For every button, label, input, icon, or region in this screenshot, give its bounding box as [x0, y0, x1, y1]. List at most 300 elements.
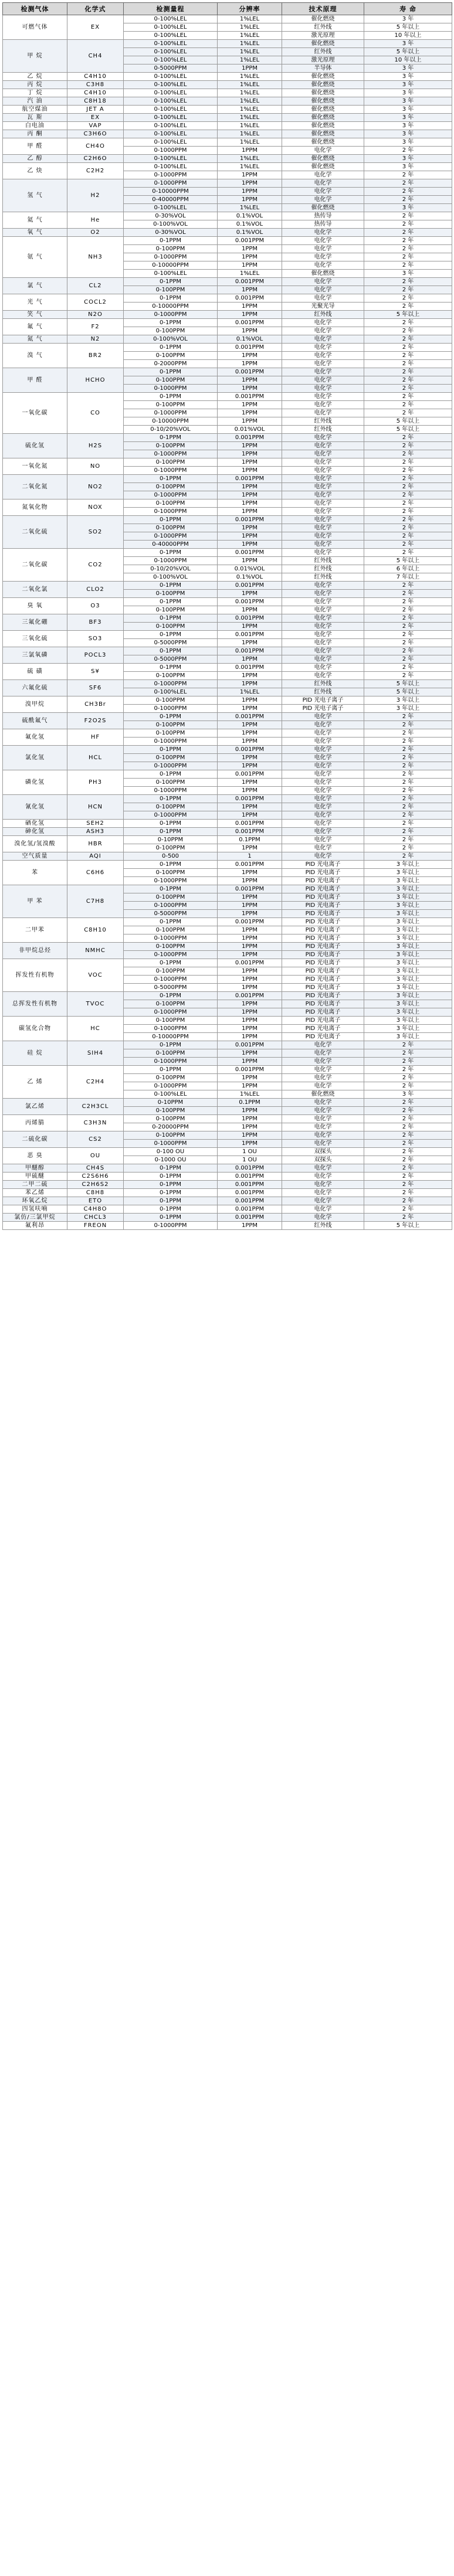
table-header — [3, 3, 452, 15]
cell-chemical-formula: CL2 — [67, 278, 124, 294]
cell-life: 2 年 — [364, 1074, 452, 1082]
cell-detection-range: 0-1PPM — [124, 1066, 218, 1074]
cell-detection-range: 0-100PPM — [124, 967, 218, 976]
cell-resolution: 1 OU — [218, 1148, 282, 1156]
cell-technology: 电化学 — [282, 393, 364, 401]
cell-chemical-formula: C8H8 — [67, 1189, 124, 1197]
cell-resolution: 0.001PPM — [218, 614, 282, 623]
cell-life: 3 年 — [364, 122, 452, 130]
cell-chemical-formula: POCL3 — [67, 647, 124, 664]
cell-life: 2 年 — [364, 499, 452, 508]
cell-chemical-formula: NOX — [67, 499, 124, 516]
cell-life: 2 年 — [364, 762, 452, 770]
cell-life: 2 年 — [364, 1099, 452, 1107]
table-row — [3, 1189, 452, 1197]
cell-detection-range: 0-10000PPM — [124, 303, 218, 311]
cell-resolution: 0.001PPM — [218, 237, 282, 245]
cell-life: 2 年 — [364, 196, 452, 204]
cell-resolution: 1PPM — [218, 499, 282, 508]
cell-resolution: 0.001PPM — [218, 631, 282, 639]
cell-technology: 电化学 — [282, 1181, 364, 1189]
cell-gas-name: 砷化氢 — [3, 828, 67, 836]
cell-chemical-formula: S¥ — [67, 664, 124, 680]
cell-technology: 电化学 — [282, 179, 364, 188]
cell-life: 2 年 — [364, 541, 452, 549]
cell-chemical-formula: N2 — [67, 335, 124, 344]
table-row — [3, 40, 452, 48]
cell-gas-name: 丁 烷 — [3, 89, 67, 97]
cell-detection-range: 0-100%LEL — [124, 270, 218, 278]
cell-life: 2 年 — [364, 450, 452, 458]
cell-detection-range: 0-5000PPM — [124, 984, 218, 992]
table-row — [3, 943, 452, 951]
cell-resolution: 0.001PPM — [218, 992, 282, 1000]
cell-detection-range: 0-1PPM — [124, 631, 218, 639]
cell-gas-name: 苯乙烯 — [3, 1189, 67, 1197]
table-header-row — [3, 3, 452, 15]
table-row — [3, 114, 452, 122]
cell-resolution: 1PPM — [218, 934, 282, 943]
cell-technology: 催化燃烧 — [282, 114, 364, 122]
cell-resolution: 1%LEL — [218, 130, 282, 138]
cell-chemical-formula: CH4S — [67, 1164, 124, 1173]
cell-life: 3 年以上 — [364, 943, 452, 951]
cell-life: 2 年 — [364, 1197, 452, 1205]
cell-chemical-formula: C2H4 — [67, 1066, 124, 1099]
cell-detection-range: 0-1PPM — [124, 770, 218, 779]
table-row — [3, 631, 452, 639]
cell-gas-name: 氯乙烯 — [3, 1099, 67, 1115]
cell-resolution: 1PPM — [218, 655, 282, 664]
cell-gas-name: 航空煤油 — [3, 106, 67, 114]
cell-detection-range: 0-100%LEL — [124, 204, 218, 212]
cell-technology: 电化学 — [282, 614, 364, 623]
cell-resolution: 1PPM — [218, 385, 282, 393]
cell-gas-name: 光 气 — [3, 294, 67, 311]
cell-technology: PID 光电离子 — [282, 943, 364, 951]
cell-chemical-formula: PH3 — [67, 770, 124, 795]
cell-resolution: 0.001PPM — [218, 1173, 282, 1181]
cell-gas-name: 甲 苯 — [3, 885, 67, 918]
cell-life: 3 年 — [364, 130, 452, 138]
cell-chemical-formula: C4H8O — [67, 1205, 124, 1214]
table-row — [3, 614, 452, 623]
cell-technology: PID 光电离子 — [282, 893, 364, 902]
cell-life: 2 年 — [364, 1181, 452, 1189]
cell-technology: 半导体 — [282, 64, 364, 73]
cell-technology: 催化燃烧 — [282, 138, 364, 147]
cell-detection-range: 0-1PPM — [124, 237, 218, 245]
cell-technology: 催化燃烧 — [282, 130, 364, 138]
cell-technology: 电化学 — [282, 820, 364, 828]
cell-resolution: 1PPM — [218, 787, 282, 795]
cell-gas-name: 乙 烯 — [3, 1066, 67, 1099]
cell-life: 2 年 — [364, 631, 452, 639]
cell-life: 2 年 — [364, 212, 452, 220]
cell-life: 2 年 — [364, 245, 452, 253]
cell-resolution: 1PPM — [218, 1115, 282, 1123]
cell-technology: 电化学 — [282, 1099, 364, 1107]
cell-chemical-formula: SO3 — [67, 631, 124, 647]
cell-resolution: 1%LEL — [218, 114, 282, 122]
cell-resolution: 1PPM — [218, 352, 282, 360]
cell-resolution: 1PPM — [218, 1008, 282, 1017]
cell-chemical-formula: C2H6S2 — [67, 1181, 124, 1189]
cell-chemical-formula: O2 — [67, 229, 124, 237]
cell-technology: 电化学 — [282, 828, 364, 836]
cell-resolution: 1%LEL — [218, 23, 282, 32]
cell-technology: 电化学 — [282, 360, 364, 368]
cell-resolution: 0.001PPM — [218, 319, 282, 327]
cell-life: 2 年 — [364, 647, 452, 655]
cell-technology: PID 光电离子 — [282, 1008, 364, 1017]
table-row — [3, 770, 452, 779]
cell-technology: 电化学 — [282, 713, 364, 721]
cell-detection-range: 0-100%LEL — [124, 106, 218, 114]
cell-resolution: 1PPM — [218, 943, 282, 951]
table-row — [3, 1222, 452, 1230]
column-header-formula: 化学式 — [67, 3, 124, 15]
cell-detection-range: 0-2000PPM — [124, 360, 218, 368]
cell-life: 2 年 — [364, 1115, 452, 1123]
cell-life: 2 年 — [364, 729, 452, 738]
cell-resolution: 1PPM — [218, 245, 282, 253]
cell-resolution: 1PPM — [218, 557, 282, 565]
cell-chemical-formula: NH3 — [67, 237, 124, 278]
cell-detection-range: 0-100PPM — [124, 729, 218, 738]
cell-technology: 电化学 — [282, 1197, 364, 1205]
cell-detection-range: 0-100PPM — [124, 803, 218, 811]
cell-technology: 电化学 — [282, 188, 364, 196]
cell-technology: 电化学 — [282, 475, 364, 483]
cell-technology: 催化燃烧 — [282, 89, 364, 97]
cell-technology: 电化学 — [282, 524, 364, 532]
cell-life: 2 年 — [364, 286, 452, 294]
cell-resolution: 1%LEL — [218, 32, 282, 40]
cell-life: 2 年 — [364, 229, 452, 237]
cell-life: 2 年 — [364, 713, 452, 721]
cell-chemical-formula: CHCL3 — [67, 1214, 124, 1222]
cell-life: 2 年 — [364, 188, 452, 196]
cell-life: 3 年以上 — [364, 926, 452, 934]
table-row — [3, 1173, 452, 1181]
cell-life: 2 年 — [364, 253, 452, 261]
cell-resolution: 0.001PPM — [218, 828, 282, 836]
cell-technology: 电化学 — [282, 754, 364, 762]
cell-resolution: 1PPM — [218, 705, 282, 713]
cell-detection-range: 0-100%LEL — [124, 97, 218, 106]
cell-life: 2 年 — [364, 590, 452, 598]
cell-detection-range: 0-1PPM — [124, 344, 218, 352]
cell-chemical-formula: CH4O — [67, 138, 124, 155]
cell-technology: 电化学 — [282, 1131, 364, 1140]
cell-life: 2 年 — [364, 820, 452, 828]
cell-life: 2 年 — [364, 294, 452, 303]
cell-resolution: 1PPM — [218, 409, 282, 417]
cell-life: 3 年 — [364, 73, 452, 81]
cell-life: 3 年以上 — [364, 705, 452, 713]
cell-resolution: 1PPM — [218, 508, 282, 516]
cell-life: 3 年以上 — [364, 910, 452, 918]
cell-detection-range: 0-100PPM — [124, 844, 218, 852]
cell-detection-range: 0-100PPM — [124, 779, 218, 787]
cell-chemical-formula: C3H6O — [67, 130, 124, 138]
cell-life: 3 年以上 — [364, 959, 452, 967]
cell-gas-name: 可燃气体 — [3, 15, 67, 40]
cell-resolution: 1PPM — [218, 893, 282, 902]
cell-gas-name: 氰化氢 — [3, 795, 67, 820]
cell-resolution: 1PPM — [218, 1131, 282, 1140]
cell-resolution: 0.001PPM — [218, 1214, 282, 1222]
cell-detection-range: 0-1000PPM — [124, 385, 218, 393]
cell-detection-range: 0-1PPM — [124, 582, 218, 590]
table-row — [3, 516, 452, 524]
cell-detection-range: 0-1000PPM — [124, 902, 218, 910]
cell-life: 3 年 — [364, 155, 452, 163]
cell-detection-range: 0-100%LEL — [124, 32, 218, 40]
cell-life: 2 年 — [364, 811, 452, 820]
cell-technology: 电化学 — [282, 721, 364, 729]
cell-resolution: 0.001PPM — [218, 1041, 282, 1049]
cell-gas-name: 三氟化硼 — [3, 614, 67, 631]
cell-chemical-formula: C4H10 — [67, 89, 124, 97]
cell-detection-range: 0-1PPM — [124, 475, 218, 483]
cell-resolution: 0.001PPM — [218, 344, 282, 352]
cell-technology: 电化学 — [282, 508, 364, 516]
cell-life: 2 年 — [364, 639, 452, 647]
cell-technology: 电化学 — [282, 770, 364, 779]
cell-life: 2 年 — [364, 1148, 452, 1156]
cell-technology: 双探头 — [282, 1156, 364, 1164]
cell-technology: 催化燃烧 — [282, 81, 364, 89]
cell-technology: PID 光电离子 — [282, 976, 364, 984]
cell-detection-range: 0-1PPM — [124, 368, 218, 376]
cell-resolution: 1PPM — [218, 1140, 282, 1148]
cell-life: 3 年 — [364, 89, 452, 97]
table-row — [3, 664, 452, 672]
cell-gas-name: 氯仿/三氯甲烷 — [3, 1214, 67, 1222]
cell-gas-name: 汽 油 — [3, 97, 67, 106]
cell-detection-range: 0-10/20%VOL — [124, 565, 218, 573]
table-row — [3, 368, 452, 376]
cell-technology: 红外线 — [282, 573, 364, 582]
cell-detection-range: 0-100%LEL — [124, 48, 218, 56]
table-row — [3, 106, 452, 114]
cell-life: 2 年 — [364, 458, 452, 467]
cell-technology: 电化学 — [282, 795, 364, 803]
cell-technology: 电化学 — [282, 278, 364, 286]
table-row — [3, 122, 452, 130]
cell-detection-range: 0-10PPM — [124, 836, 218, 844]
cell-resolution: 1PPM — [218, 1107, 282, 1115]
cell-gas-name: 苯 — [3, 861, 67, 885]
cell-detection-range: 0-1PPM — [124, 1181, 218, 1189]
cell-technology: 电化学 — [282, 1189, 364, 1197]
table-row — [3, 746, 452, 754]
cell-technology: 电化学 — [282, 672, 364, 680]
cell-gas-name: 氦 气 — [3, 212, 67, 229]
cell-technology: PID 光电离子 — [282, 877, 364, 885]
cell-resolution: 0.001PPM — [218, 516, 282, 524]
cell-technology: 电化学 — [282, 844, 364, 852]
cell-resolution: 1PPM — [218, 762, 282, 770]
cell-detection-range: 0-1PPM — [124, 1041, 218, 1049]
cell-technology: 电化学 — [282, 483, 364, 491]
cell-resolution: 0.001PPM — [218, 959, 282, 967]
cell-life: 2 年 — [364, 475, 452, 483]
cell-life: 3 年以上 — [364, 967, 452, 976]
cell-life: 3 年以上 — [364, 869, 452, 877]
cell-chemical-formula: SO2 — [67, 516, 124, 549]
cell-detection-range: 0-100PPM — [124, 483, 218, 491]
table-row — [3, 73, 452, 81]
cell-chemical-formula: F2 — [67, 319, 124, 335]
cell-gas-name: 氢 气 — [3, 179, 67, 212]
cell-resolution: 0.001PPM — [218, 1197, 282, 1205]
cell-chemical-formula: AQI — [67, 852, 124, 861]
cell-technology: 催化燃烧 — [282, 40, 364, 48]
table-row — [3, 319, 452, 327]
cell-resolution: 1PPM — [218, 984, 282, 992]
cell-technology: 电化学 — [282, 639, 364, 647]
cell-detection-range: 0-10000PPM — [124, 261, 218, 270]
cell-chemical-formula: C2H2 — [67, 163, 124, 179]
cell-technology: 催化燃烧 — [282, 270, 364, 278]
cell-life: 3 年 — [364, 40, 452, 48]
cell-resolution: 1%LEL — [218, 270, 282, 278]
cell-technology: PID 光电离子 — [282, 861, 364, 869]
cell-gas-name: 氯化氢 — [3, 746, 67, 770]
cell-chemical-formula: C3H8 — [67, 81, 124, 89]
cell-gas-name: 二氧化硫 — [3, 516, 67, 549]
cell-detection-range: 0-1000 OU — [124, 1156, 218, 1164]
cell-life: 3 年以上 — [364, 984, 452, 992]
cell-gas-name: 乙 醇 — [3, 155, 67, 163]
cell-detection-range: 0-100 OU — [124, 1148, 218, 1156]
cell-technology: 电化学 — [282, 319, 364, 327]
cell-gas-name: 氯 气 — [3, 278, 67, 294]
cell-gas-name: 二甲二硫 — [3, 1181, 67, 1189]
cell-life: 2 年 — [364, 1041, 452, 1049]
cell-life: 3 年以上 — [364, 696, 452, 705]
cell-resolution: 0.01%VOL — [218, 565, 282, 573]
cell-detection-range: 0-1000PPM — [124, 311, 218, 319]
cell-life: 2 年 — [364, 327, 452, 335]
cell-detection-range: 0-100PPM — [124, 926, 218, 934]
table-row — [3, 499, 452, 508]
cell-technology: 催化燃烧 — [282, 204, 364, 212]
cell-resolution: 0.001PPM — [218, 1066, 282, 1074]
cell-resolution: 1PPM — [218, 1000, 282, 1008]
cell-detection-range: 0-1PPM — [124, 614, 218, 623]
cell-resolution: 0.001PPM — [218, 434, 282, 442]
cell-chemical-formula: CH4 — [67, 40, 124, 73]
cell-technology: PID 光电离子 — [282, 984, 364, 992]
cell-life: 3 年 — [364, 81, 452, 89]
cell-technology: 电化学 — [282, 237, 364, 245]
cell-technology: 电化学 — [282, 762, 364, 770]
cell-life: 3 年以上 — [364, 1000, 452, 1008]
cell-detection-range: 0-100PPM — [124, 1049, 218, 1058]
cell-detection-range: 0-30%VOL — [124, 212, 218, 220]
cell-chemical-formula: CH3Br — [67, 696, 124, 713]
cell-technology: PID 光电离子 — [282, 885, 364, 893]
table-row — [3, 155, 452, 163]
cell-resolution: 1%LEL — [218, 688, 282, 696]
cell-gas-name: 二硫化碳 — [3, 1131, 67, 1148]
cell-technology: 电化学 — [282, 1082, 364, 1090]
cell-life: 3 年 — [364, 270, 452, 278]
cell-gas-name: 甲 醛 — [3, 138, 67, 155]
cell-detection-range: 0-100%LEL — [124, 40, 218, 48]
cell-detection-range: 0-100%LEL — [124, 1090, 218, 1099]
cell-gas-name: 溴甲烷 — [3, 696, 67, 713]
cell-resolution: 1PPM — [218, 286, 282, 294]
cell-resolution: 1PPM — [218, 721, 282, 729]
cell-life: 2 年 — [364, 746, 452, 754]
cell-detection-range: 0-1PPM — [124, 434, 218, 442]
cell-technology: 电化学 — [282, 458, 364, 467]
cell-detection-range: 0-1PPM — [124, 1173, 218, 1181]
cell-detection-range: 0-1000PPM — [124, 450, 218, 458]
cell-life: 6 年以上 — [364, 565, 452, 573]
cell-chemical-formula: CLO2 — [67, 582, 124, 598]
cell-chemical-formula: HCHO — [67, 368, 124, 393]
cell-chemical-formula: HBR — [67, 836, 124, 852]
cell-detection-range: 0-500 — [124, 852, 218, 861]
cell-resolution: 0.001PPM — [218, 918, 282, 926]
cell-life: 5 年以上 — [364, 688, 452, 696]
cell-detection-range: 0-100PPM — [124, 1017, 218, 1025]
cell-detection-range: 0-100PPM — [124, 869, 218, 877]
cell-chemical-formula: O3 — [67, 598, 124, 614]
cell-life: 10 年以上 — [364, 32, 452, 40]
cell-resolution: 1PPM — [218, 1049, 282, 1058]
cell-detection-range: 0-10PPM — [124, 1099, 218, 1107]
cell-chemical-formula: TVOC — [67, 992, 124, 1017]
table-row — [3, 138, 452, 147]
cell-resolution: 1%LEL — [218, 97, 282, 106]
cell-life: 2 年 — [364, 261, 452, 270]
cell-gas-name: 三氧化硫 — [3, 631, 67, 647]
table-row — [3, 1066, 452, 1074]
cell-detection-range: 0-100PPM — [124, 442, 218, 450]
cell-resolution: 1PPM — [218, 179, 282, 188]
table-row — [3, 729, 452, 738]
table-row — [3, 278, 452, 286]
cell-life: 3 年以上 — [364, 1025, 452, 1033]
cell-life: 3 年 — [364, 106, 452, 114]
cell-detection-range: 0-100%VOL — [124, 220, 218, 229]
cell-chemical-formula: SF6 — [67, 680, 124, 696]
cell-resolution: 1PPM — [218, 253, 282, 261]
cell-technology: 电化学 — [282, 1123, 364, 1131]
cell-chemical-formula: EX — [67, 15, 124, 40]
cell-chemical-formula: VOC — [67, 959, 124, 992]
cell-technology: PID 光电离子 — [282, 992, 364, 1000]
cell-resolution: 1%LEL — [218, 1090, 282, 1099]
cell-resolution: 1PPM — [218, 680, 282, 688]
cell-technology: 红外线 — [282, 23, 364, 32]
cell-gas-name: 乙 炔 — [3, 163, 67, 179]
cell-chemical-formula: JET A — [67, 106, 124, 114]
cell-resolution: 1PPM — [218, 458, 282, 467]
table-row — [3, 344, 452, 352]
cell-detection-range: 0-1000PPM — [124, 1140, 218, 1148]
cell-resolution: 1PPM — [218, 844, 282, 852]
cell-life: 3 年以上 — [364, 885, 452, 893]
cell-gas-name: 硒化氢 — [3, 820, 67, 828]
